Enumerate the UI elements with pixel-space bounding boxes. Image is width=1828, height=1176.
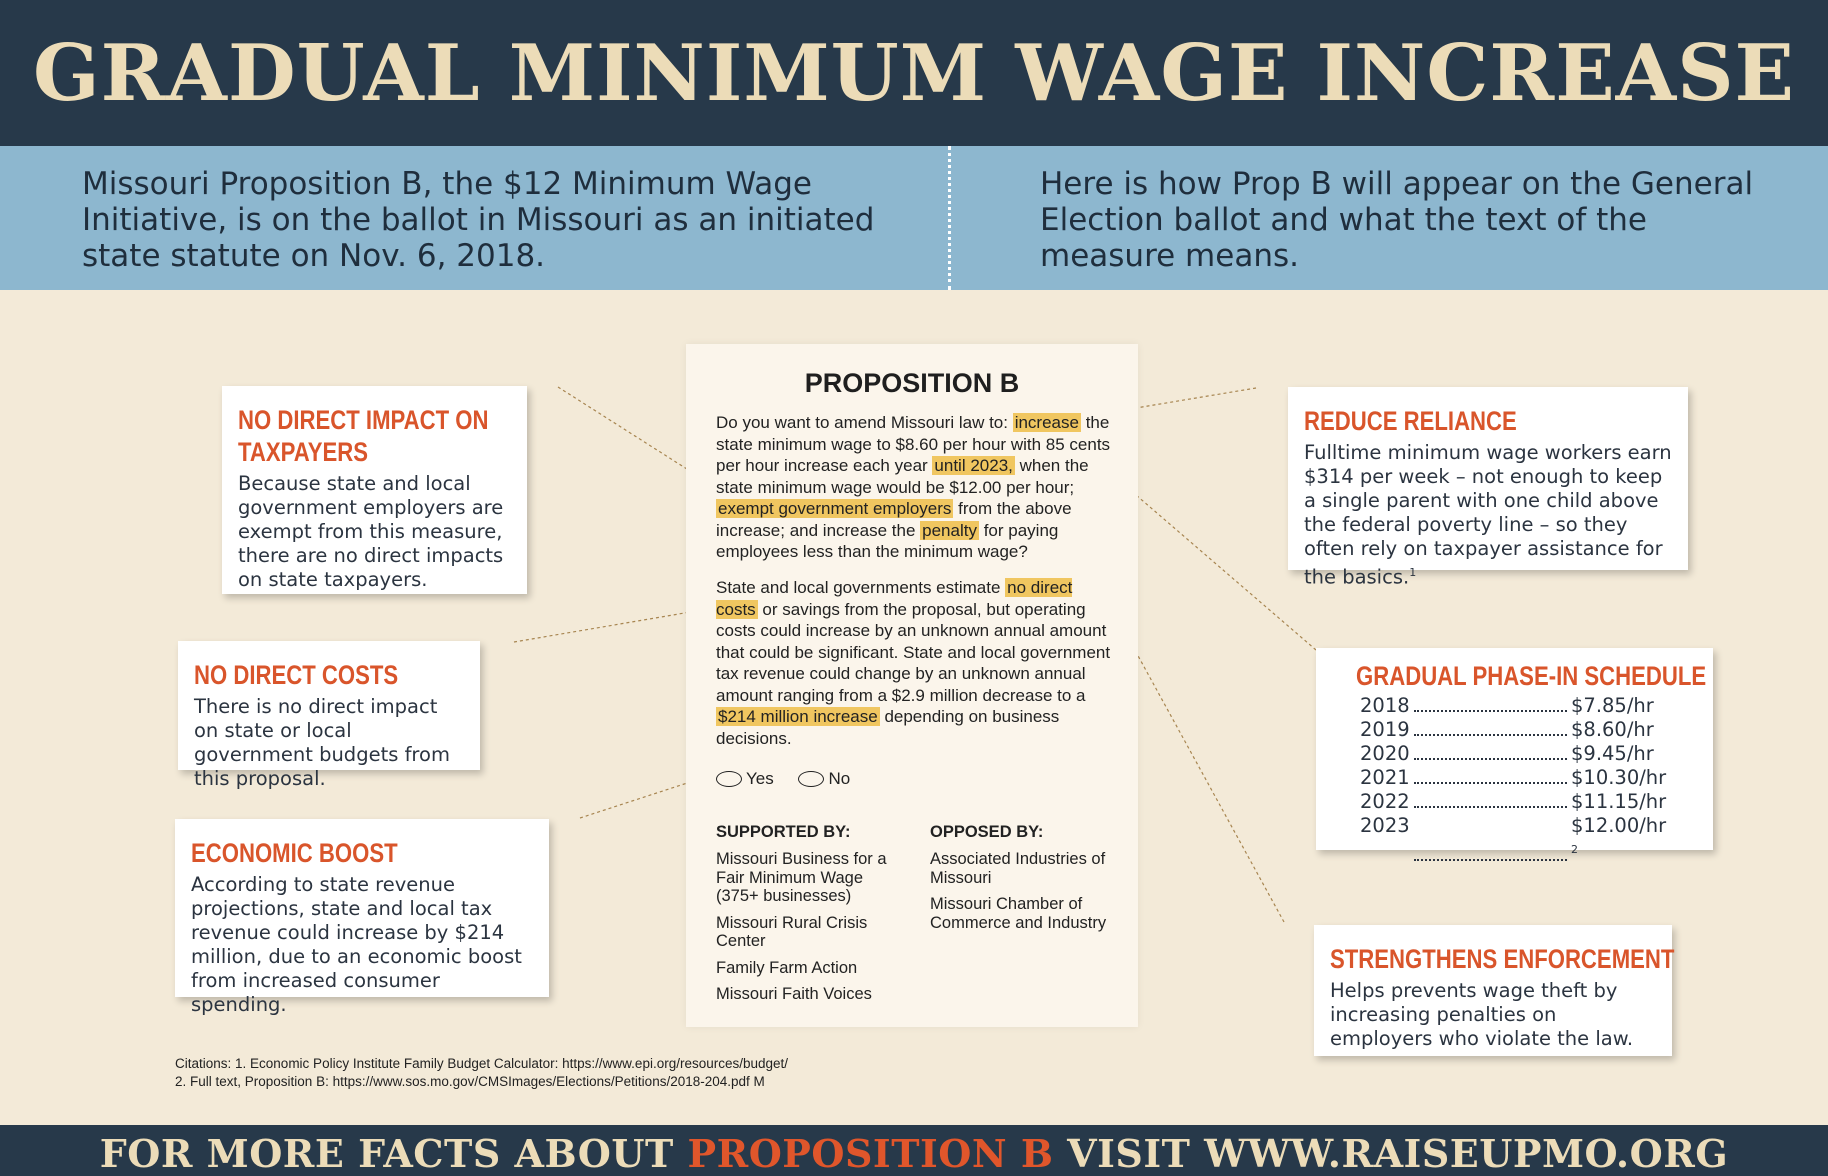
footer-accent: PROPOSITION B	[687, 1131, 1054, 1176]
highlight-no-direct-costs: no direct costs	[716, 578, 1073, 619]
organization-item: Missouri Rural Crisis Center	[716, 913, 868, 950]
phase-in-schedule	[1316, 648, 1713, 856]
vote-options	[716, 768, 850, 790]
ballot-title: PROPOSITION B	[804, 368, 1020, 398]
opponents-column	[930, 823, 1125, 932]
footnote-marker: 1	[1409, 566, 1417, 579]
organization-item: Associated Industries of Missouri	[930, 850, 1106, 887]
supporters-list	[716, 850, 906, 1004]
schedule-year: 2020	[1360, 742, 1410, 765]
callout-strengthens-enforcement	[1314, 925, 1675, 1056]
citation-2: 2. Full text, Proposition B: https://www.sos.mo.gov/CMSImages/Elections/Petitions/2018-204.pdf M	[175, 1074, 765, 1089]
citation-1: Citations: 1. Economic Policy Institute Family Budget Calculator: https://www.epi.org/resources/budget/	[175, 1056, 789, 1071]
schedule-year: 2018	[1360, 694, 1410, 717]
schedule-title: GRADUAL PHASE-IN SCHEDULE	[1356, 661, 1707, 691]
callout-economic-boost	[175, 819, 549, 1016]
supported-by-heading: SUPPORTED BY:	[716, 823, 851, 841]
schedule-amount: $12.00/hr $^2$	[1571, 814, 1667, 856]
schedule-row	[1360, 742, 1669, 766]
schedule-row	[1360, 766, 1669, 790]
callout-title: REDUCE RELIANCE	[1304, 406, 1517, 436]
intro-left-text: Missouri Proposition B, the $12 Minimum Wage Initiative, is on the ballot in Missouri as an initiated state statute on Nov. 6, 2018.	[82, 166, 875, 274]
highlight-until-2023: until 2023,	[934, 456, 1013, 475]
schedule-year: 2019	[1360, 718, 1410, 741]
yes-oval-icon	[716, 771, 742, 787]
schedule-amount: $10.30/hr	[1571, 766, 1667, 789]
intro-right-text: Here is how Prop B will appear on the General Election ballot and what the text of the measure means.	[1040, 166, 1754, 274]
footnote-marker: 2	[1571, 843, 1578, 856]
organization-item: Missouri Faith Voices	[716, 985, 872, 1003]
schedule-year: 2023	[1360, 814, 1410, 837]
schedule-amount: $9.45/hr	[1571, 742, 1654, 765]
schedule-amount: $8.60/hr	[1571, 718, 1654, 741]
opposed-by-heading: OPPOSED BY:	[930, 823, 1044, 841]
schedule-year: 2022	[1360, 790, 1410, 813]
schedule-row	[1360, 790, 1669, 814]
schedule-row	[1360, 814, 1669, 867]
schedule-leader-dots	[1414, 742, 1567, 760]
highlight-increase: increase	[1014, 413, 1079, 432]
footer-text: FOR MORE FACTS ABOUT PROPOSITION B VISIT WWW.RAISEUPMO.ORG	[99, 1131, 1729, 1176]
callout-body: Fulltime minimum wage workers earn $314 per week – not enough to keep a single parent with one child above the federal poverty line – so they often rely on taxpayer assistance for the basics.$^1$	[1304, 441, 1672, 589]
highlight-214-million: $214 million increase	[718, 707, 878, 726]
schedule-leader-dots	[1414, 814, 1567, 861]
organization-item: Missouri Chamber of Commerce and Industry	[930, 895, 1107, 932]
ballot-question: Do you want to amend Missouri law to: increase the state minimum wage to $8.60 per hour with 85 cents per hour increase each year until 2023, when the state minimum wage would be $12.00 per hour; exempt government employers from the above increase; and increase the penalty for paying employees less than the minimum wage?	[716, 413, 1111, 561]
callout-body: There is no direct impact on state or local government budgets from this proposal.	[194, 695, 450, 790]
highlight-exempt: exempt government employers	[718, 499, 952, 518]
schedule-year: 2021	[1360, 766, 1410, 789]
callout-title: NO DIRECT COSTS	[194, 660, 399, 690]
schedule-leader-dots	[1414, 790, 1567, 808]
page-title: GRADUAL MINIMUM WAGE INCREASE	[33, 28, 1795, 119]
yes-option[interactable]: Yes	[716, 769, 774, 788]
organization-item: Family Farm Action	[716, 958, 858, 977]
schedule-leader-dots	[1414, 718, 1567, 736]
no-oval-icon	[798, 771, 824, 787]
callout-no-direct-costs	[178, 641, 480, 790]
schedule-amount: $7.85/hr	[1571, 694, 1654, 717]
callout-title: NO DIRECT IMPACT ON TAXPAYERS	[238, 405, 489, 467]
schedule-leader-dots	[1414, 694, 1567, 712]
connector-costs	[514, 608, 714, 642]
callout-title: STRENGTHENS ENFORCEMENT	[1330, 944, 1675, 974]
callout-body: According to state revenue projections, state and local tax revenue could increase by $214 million, due to an economic boost from increased consumer spending.	[191, 873, 522, 1016]
callout-title: ECONOMIC BOOST	[191, 838, 398, 868]
schedule-row	[1360, 694, 1669, 718]
schedule-row	[1360, 718, 1669, 742]
supporters-column	[716, 823, 906, 1004]
schedule-leader-dots	[1414, 766, 1567, 784]
callout-body: Helps prevents wage theft by increasing penalties on employers who violate the law.	[1330, 979, 1634, 1050]
ballot-estimate: State and local governments estimate no direct costs or savings from the proposal, but operating costs could increase by an unknown annual amount that could be significant. State and local government tax revenue could change by an unknown annual amount ranging from a $2.9 million decrease to a $214 million increase depending on business decisions.	[716, 578, 1111, 748]
citations	[175, 1055, 1075, 1091]
organization-item: Missouri Business for a Fair Minimum Wage (375+ businesses)	[716, 850, 887, 905]
schedule-amount: $11.15/hr	[1571, 790, 1667, 813]
opponents-list	[930, 850, 1125, 932]
callout-body: Because state and local government employers are exempt from this measure, there are no direct impacts on state taxpayers.	[238, 472, 504, 591]
schedule-rows	[1360, 694, 1669, 867]
highlight-penalty: penalty	[922, 520, 977, 540]
no-option[interactable]: No	[798, 769, 850, 788]
callout-reduce-reliance	[1288, 387, 1688, 589]
callout-no-direct-impact	[222, 386, 527, 594]
